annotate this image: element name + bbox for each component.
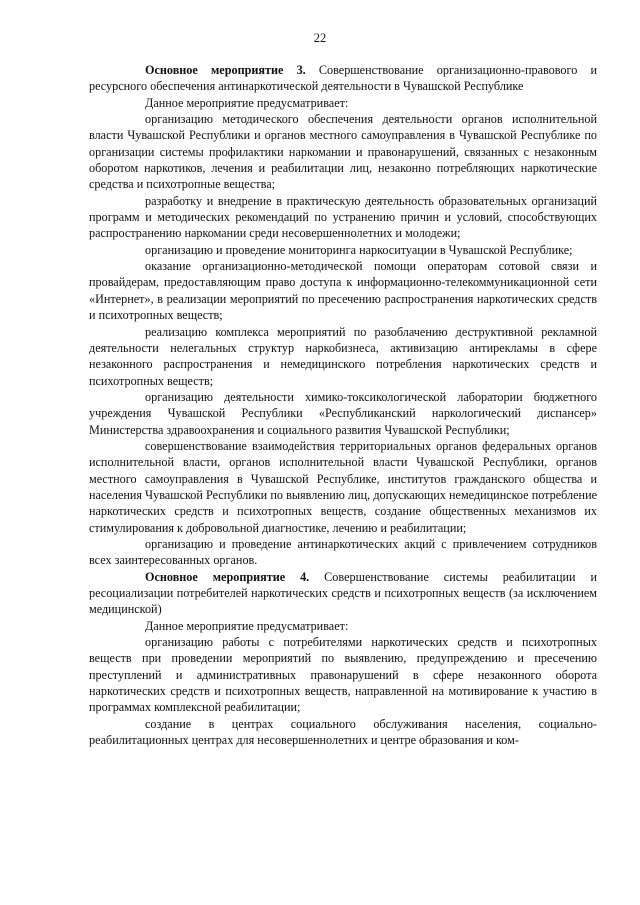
- measure-3-title: Совершенствование организационно-правового и ресурсного обеспечения антинаркотической деятельности в Чувашской Республике: [89, 63, 597, 94]
- measure-4-label: Основное мероприятие 4.: [145, 569, 310, 584]
- measure-4-title: Совершенствование системы реабилитации и ресоциализации потребителей наркотических средств и психотропных веществ (за исключением медицинской): [89, 569, 597, 617]
- measure-4-intro: Данное мероприятие предусматривает:: [145, 618, 349, 633]
- measure-3-item: организацию и проведение антинаркотических акций с привлечением сотрудников всех заинтересованных органов.: [89, 536, 597, 568]
- measure-3-item: организацию методического обеспечения деятельности органов исполнительной власти Чувашской Республики и органов местного самоуправления в Чувашской Республике по организации системы профилактики наркомании и правонарушений, связанных с незаконным оборотом наркотиков, лечения и реабилитации лиц, незаконно потребляющих наркотические средства и психотропные вещества;: [89, 112, 597, 192]
- measure-3-item: организацию и проведение мониторинга наркоситуации в Чувашской Республике;: [145, 242, 573, 257]
- document-body: [89, 62, 597, 748]
- measure-3-intro: Данное мероприятие предусматривает:: [145, 95, 349, 110]
- measure-3-item: разработку и внедрение в практическую деятельность образовательных организаций программ и методических рекомендаций по устранению причин и условий, способствующих распространению наркомании среди несовершеннолетних и молодежи;: [89, 193, 597, 241]
- measure-4-heading: [89, 569, 597, 618]
- page-number: 22: [313, 31, 327, 45]
- measure-3-item: реализацию комплекса мероприятий по разоблачению деструктивной рекламной деятельности нелегальных структур наркобизнеса, активизацию антирекламы в сфере незаконного распространения и немедицинского потребления наркотических средств и психотропных веществ;: [89, 324, 597, 388]
- measure-3-item: оказание организационно-методической помощи операторам сотовой связи и провайдерам, предоставляющим право доступа к информационно-телекоммуникационной сети «Интернет», в реализации мероприятий по пресечению распространения наркотических средств и психотропных веществ;: [89, 259, 597, 323]
- measure-4-item: организацию работы с потребителями наркотических средств и психотропных веществ при проведении мероприятий по выявлению, предупреждению и пресечению преступлений и административных правонарушений в сфере незаконного оборота наркотических средств и психотропных веществ, направленной на мотивирование к участию в программах комплексной реабилитации;: [89, 635, 597, 715]
- measure-4-item: создание в центрах социального обслуживания населения, социально-реабилитационных центрах для несовершеннолетних и центре образования и ком-: [89, 716, 597, 748]
- measure-3-item: совершенствование взаимодействия территориальных органов федеральных органов исполнительной власти, органов исполнительной власти Чувашской Республики, органов местного самоуправления в Чувашской Республике, институтов гражданского общества и населения Чувашской Республики по выявлению лиц, допускающих немедицинское потребление наркотических средств и психотропных веществ, создание общественных механизмов их стимулирования к добровольной диагностике, лечению и реабилитации;: [89, 438, 597, 535]
- measure-3-label: Основное мероприятие 3.: [145, 63, 306, 77]
- measure-3-heading: [89, 62, 597, 95]
- measure-3-item: организацию деятельности химико-токсикологической лаборатории бюджетного учреждения Чувашской Республики «Республиканский наркологический диспансер» Министерства здравоохранения и социального развития Чувашской Республики;: [89, 389, 597, 437]
